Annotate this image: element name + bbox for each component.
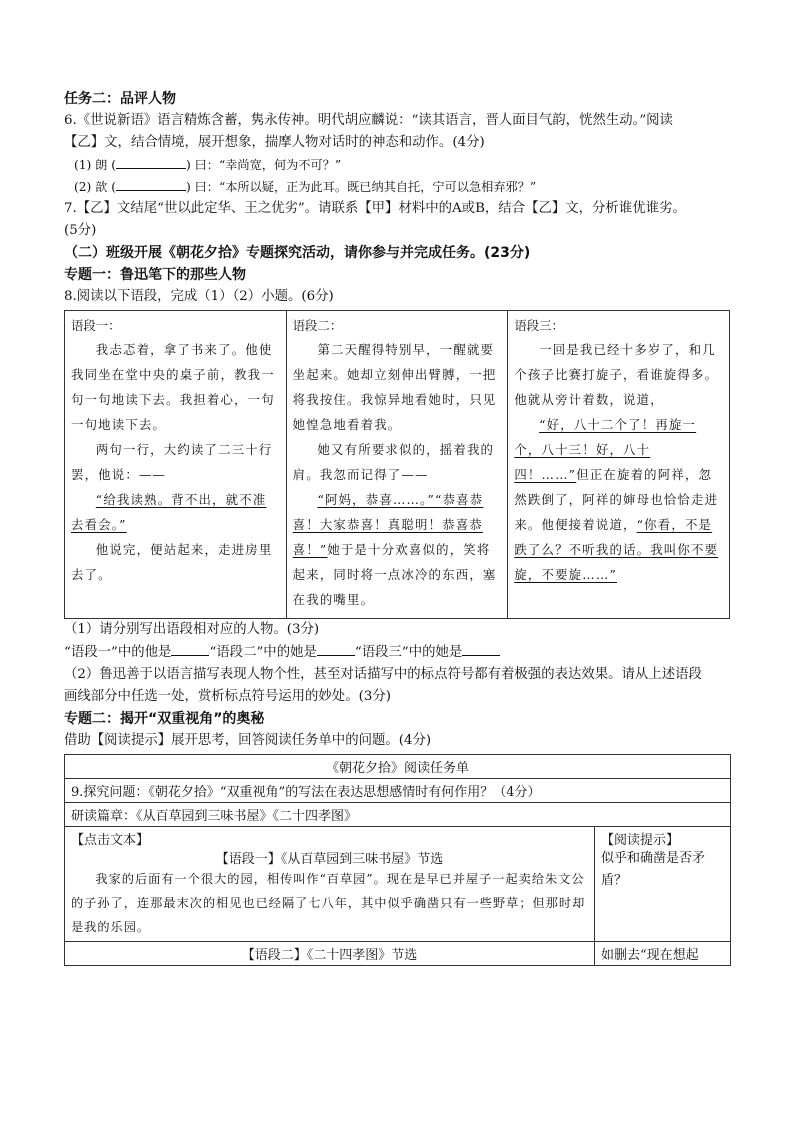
- q6-item1: [64, 154, 732, 176]
- passage-2: [286, 311, 508, 619]
- passage-text: 她于是十分欢喜似的，笑将起来，同时将一点冰冷的东西，塞在我的嘴里。: [292, 542, 497, 607]
- underlined-quote: “好，八十二个了！再旋一个，八十三！好，八十四！……”: [514, 417, 697, 482]
- passages-table: [64, 310, 730, 619]
- segment1-text: 我家的后面有一个很大的园，相传叫作“百草园”。现在是早已并屋子一起卖给朱文公的子孙了，连那最末次的相见也已经隔了七八年，其中似乎确凿只有一些野草；但那时却是我的乐园。: [71, 872, 586, 934]
- topic1-heading: 专题一：鲁迅笔下的那些人物: [64, 267, 246, 283]
- exam-page: [64, 88, 732, 966]
- topic2-heading: 专题二：揭开“双重视角”的奥秘: [64, 711, 265, 727]
- passage-title: 语段三：: [514, 318, 564, 333]
- answer-blank[interactable]: [116, 176, 186, 191]
- answer-blank[interactable]: [317, 641, 355, 656]
- answer-b-label: “语段二”中的她是: [209, 645, 317, 660]
- passage-1: [65, 311, 287, 619]
- reading-task-sheet: [64, 754, 731, 966]
- q6-item2-prefix: (2) 歆 (: [74, 180, 116, 194]
- q8-2-line1: （2）鲁迅善于以语言描写表现人物个性，甚至对话描写中的标点符号都有着极强的表达效果。请从上述语段: [64, 667, 702, 682]
- q6-item2-suffix: ) 曰：“本所以疑，正为此耳。既已纳其自托，宁可以急相弃邪？”: [185, 180, 537, 194]
- passage-title: 语段二：: [292, 318, 343, 333]
- task2-heading: 任务二：品评人物: [64, 91, 176, 107]
- passage-title: 语段一：: [71, 318, 121, 333]
- answer-c-label: “语段三”中的她是: [354, 645, 463, 660]
- answer-blank[interactable]: [462, 641, 500, 656]
- segment1-title: 【语段一】《从百草园到三味书屋》节选: [215, 852, 444, 867]
- segment2-title: 【语段二】《二十四孝图》节选: [65, 942, 595, 966]
- q9: 9.探究问题：《朝花夕拾》“双重视角”的写法在表达思想感情时有何作用？（4分）: [65, 779, 731, 803]
- reading-hint-cell: [595, 827, 731, 942]
- study-texts: 研读篇章：《从百草园到三味书屋》《二十四孝图》: [65, 803, 731, 827]
- passage-text: 第二天醒得特别早，一醒就要坐起来。她却立刻伸出臂膊，一把将我按住。我惊异地看她时，只见她惶急地看着我。: [292, 342, 497, 432]
- q8-1-answers: [64, 641, 732, 664]
- q7-line1: 7.【乙】文结尾“世以此定华、王之优劣”。请联系【甲】材料中的A或B，结合【乙】文，分析谁优谁劣。: [64, 201, 686, 216]
- q6-line1: 6.《世说新语》语言精炼含蓄，隽永传神。明代胡应麟说：“读其语言，晋人面目气韵，恍然生动。”阅读: [64, 113, 673, 128]
- answer-a-label: “语段一”中的他是: [64, 645, 172, 660]
- underlined-quote: “你看，不是跌了么？不听我的话。我叫你不要旋，不要旋……”: [514, 517, 719, 582]
- underlined-quote: “阿妈，恭喜……。”“恭喜恭喜！大家恭喜！真聪明！恭喜恭喜！”: [292, 492, 484, 557]
- reading-hint-2: 如删去“现在想起: [595, 942, 731, 966]
- passage-text: 她又有所要求似的，摇着我的肩。我忽而记得了——: [292, 442, 495, 482]
- passage-text: 他说完，便站起来，走进房里去了。: [71, 542, 273, 582]
- reading-hint-label: 【阅读提示】: [601, 833, 680, 848]
- passage-text: 但正在旋着的阿祥，忽然跌倒了，阿祥的婶母也恰恰走进来。他便接着说道，: [514, 467, 719, 532]
- topic2-intro: 借助【阅读提示】展开思考，回答阅读任务单中的问题。(4分): [64, 733, 432, 748]
- answer-blank[interactable]: [171, 641, 209, 656]
- section2-heading: （二）班级开展《朝花夕拾》专题探究活动，请你参与并完成任务。(23分): [64, 245, 531, 261]
- q6-item1-prefix: (1) 朗 (: [74, 158, 116, 172]
- sheet-title: 《朝花夕拾》阅读任务单: [65, 755, 731, 779]
- passage-text: 我忐忑着，拿了书来了。他使我同坐在堂中央的桌子前，教我一句一句地读下去。我担着心，一句一句地读下去。: [71, 342, 275, 432]
- passage-text: 一回是我已经十多岁了，和几个孩子比赛打旋子，看谁旋得多。他就从旁计着数，说道，: [514, 342, 719, 407]
- passage-text: 两句一行，大约读了二三十行罢，他说：——: [71, 442, 273, 482]
- passage-3: [508, 311, 730, 619]
- q8-1: （1）请分别写出语段相对应的人物。(3分): [64, 622, 320, 637]
- reading-hint-1: 似乎和确凿是否矛盾？: [601, 851, 706, 888]
- q8-2-line2: 画线部分中任选一处，赏析标点符号运用的妙处。(3分): [64, 689, 391, 704]
- click-text-label: 【点击文本】: [71, 833, 150, 848]
- q6-item1-suffix: ) 曰：“幸尚宽，何为不可？”: [185, 158, 342, 172]
- click-text-cell: [65, 827, 595, 942]
- q6-item2: [64, 176, 732, 198]
- q6-line2: 【乙】文，结合情境，展开想象，揣摩人物对话时的神态和动作。(4分): [64, 135, 485, 150]
- underlined-quote: “给我读熟。背不出，就不准去看会。”: [71, 492, 267, 532]
- q8-intro: 8.阅读以下语段，完成（1）（2）小题。(6分): [64, 289, 334, 304]
- answer-blank[interactable]: [116, 154, 186, 169]
- q7-line2: (5分): [64, 223, 97, 238]
